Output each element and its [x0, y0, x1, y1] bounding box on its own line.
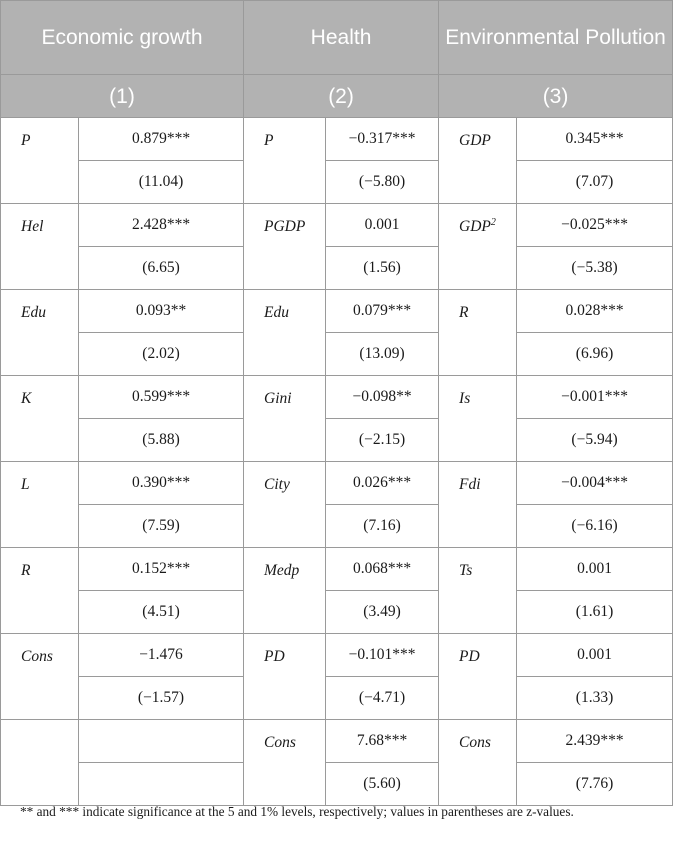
variable-label: PGDP: [264, 218, 306, 235]
coefficient-cell: −0.101***: [326, 634, 439, 677]
coef-row: [1, 118, 673, 161]
z-value-cell: (11.04): [79, 161, 244, 204]
z-value-cell: (−6.16): [517, 505, 673, 548]
coefficient-cell: 0.026***: [326, 462, 439, 505]
table-body: [1, 118, 673, 806]
variable-label: GDP: [459, 218, 491, 235]
coefficient-cell: 7.68***: [326, 720, 439, 763]
coef-row: [1, 290, 673, 333]
variable-name: [1, 376, 79, 462]
variable-name: [1, 634, 79, 720]
z-row: [1, 161, 673, 204]
z-value-cell: (5.88): [79, 419, 244, 462]
variable-label: Edu: [21, 304, 46, 321]
z-row: [1, 591, 673, 634]
variable-label: GDP: [459, 132, 491, 149]
coefficient-cell: −0.317***: [326, 118, 439, 161]
header-economic-growth: Economic growth: [1, 1, 244, 75]
z-value-cell: (1.61): [517, 591, 673, 634]
z-row: [1, 505, 673, 548]
coefficient-cell: 0.001: [517, 634, 673, 677]
z-row: [1, 419, 673, 462]
coefficient-cell: 0.079***: [326, 290, 439, 333]
coefficient-cell: 0.001: [326, 204, 439, 247]
variable-name: [1, 290, 79, 376]
z-value-cell: (−5.38): [517, 247, 673, 290]
variable-name: [1, 462, 79, 548]
variable-label: Medp: [264, 562, 300, 579]
header-health: Health: [244, 1, 439, 75]
z-row: [1, 763, 673, 806]
variable-name: [244, 118, 326, 204]
column-number-2: (2): [244, 75, 439, 118]
variable-label: Gini: [264, 390, 292, 407]
coefficient-cell: [79, 720, 244, 763]
variable-label: Hel: [21, 218, 44, 235]
coef-row: [1, 548, 673, 591]
variable-name: [244, 376, 326, 462]
coefficient-cell: 0.390***: [79, 462, 244, 505]
z-value-cell: (7.16): [326, 505, 439, 548]
variable-name: [244, 548, 326, 634]
coefficient-cell: −0.025***: [517, 204, 673, 247]
z-value-cell: (4.51): [79, 591, 244, 634]
variable-name: [244, 290, 326, 376]
column-number-1: (1): [1, 75, 244, 118]
z-value-cell: (2.02): [79, 333, 244, 376]
variable-label: Is: [459, 390, 471, 407]
z-row: [1, 333, 673, 376]
variable-name: [1, 204, 79, 290]
coefficient-cell: 0.093**: [79, 290, 244, 333]
variable-name: [1, 118, 79, 204]
z-value-cell: (7.59): [79, 505, 244, 548]
z-value-cell: (1.56): [326, 247, 439, 290]
variable-name: [439, 290, 517, 376]
z-row: [1, 677, 673, 720]
variable-name: [244, 720, 326, 806]
coefficient-cell: 0.068***: [326, 548, 439, 591]
coefficient-cell: −0.001***: [517, 376, 673, 419]
coef-row: [1, 462, 673, 505]
variable-label: R: [459, 304, 469, 321]
variable-name: [1, 720, 79, 806]
z-value-cell: [79, 763, 244, 806]
variable-label: Cons: [459, 734, 491, 751]
z-row: [1, 247, 673, 290]
z-value-cell: (7.76): [517, 763, 673, 806]
coefficient-cell: 0.001: [517, 548, 673, 591]
variable-label: R: [21, 562, 31, 579]
coefficient-cell: −0.004***: [517, 462, 673, 505]
variable-label: Cons: [264, 734, 296, 751]
variable-name: [439, 720, 517, 806]
variable-name: [439, 118, 517, 204]
variable-name: [244, 462, 326, 548]
coef-row: [1, 204, 673, 247]
variable-label: L: [21, 476, 30, 493]
variable-name: [439, 376, 517, 462]
column-number-3: (3): [439, 75, 673, 118]
variable-name: [1, 548, 79, 634]
z-value-cell: (6.96): [517, 333, 673, 376]
variable-label: Cons: [21, 648, 53, 665]
z-value-cell: (−5.80): [326, 161, 439, 204]
table-footnote: ** and *** indicate significance at the 5 and 1% levels, respectively; values in parentheses are z-values.: [20, 804, 574, 819]
variable-name: [439, 462, 517, 548]
coef-row: [1, 376, 673, 419]
coefficient-cell: 0.152***: [79, 548, 244, 591]
coef-row: [1, 720, 673, 763]
z-value-cell: (−2.15): [326, 419, 439, 462]
variable-name: [244, 204, 326, 290]
z-value-cell: (1.33): [517, 677, 673, 720]
coefficient-cell: 0.879***: [79, 118, 244, 161]
coef-row: [1, 634, 673, 677]
variable-label: P: [264, 132, 274, 149]
coefficient-cell: 2.428***: [79, 204, 244, 247]
z-value-cell: (−1.57): [79, 677, 244, 720]
variable-name: [244, 634, 326, 720]
z-value-cell: (5.60): [326, 763, 439, 806]
coefficient-cell: −1.476: [79, 634, 244, 677]
header-environmental-pollution: Environmental Pollution: [439, 1, 673, 75]
variable-label: PD: [459, 648, 480, 665]
z-value-cell: (3.49): [326, 591, 439, 634]
variable-label: PD: [264, 648, 285, 665]
variable-name: [439, 204, 517, 290]
variable-label: Ts: [459, 562, 473, 579]
variable-superscript: 2: [490, 216, 496, 228]
variable-label: Fdi: [459, 476, 481, 493]
coefficient-cell: 0.599***: [79, 376, 244, 419]
variable-label: K: [21, 390, 32, 407]
variable-name: [439, 548, 517, 634]
coefficient-cell: 2.439***: [517, 720, 673, 763]
coefficient-cell: 0.028***: [517, 290, 673, 333]
z-value-cell: (−5.94): [517, 419, 673, 462]
variable-name: [439, 634, 517, 720]
variable-label: City: [264, 476, 290, 493]
variable-label: Edu: [264, 304, 289, 321]
z-value-cell: (−4.71): [326, 677, 439, 720]
z-value-cell: (7.07): [517, 161, 673, 204]
coefficient-cell: 0.345***: [517, 118, 673, 161]
coefficient-cell: −0.098**: [326, 376, 439, 419]
variable-label: P: [21, 132, 31, 149]
z-value-cell: (13.09): [326, 333, 439, 376]
z-value-cell: (6.65): [79, 247, 244, 290]
